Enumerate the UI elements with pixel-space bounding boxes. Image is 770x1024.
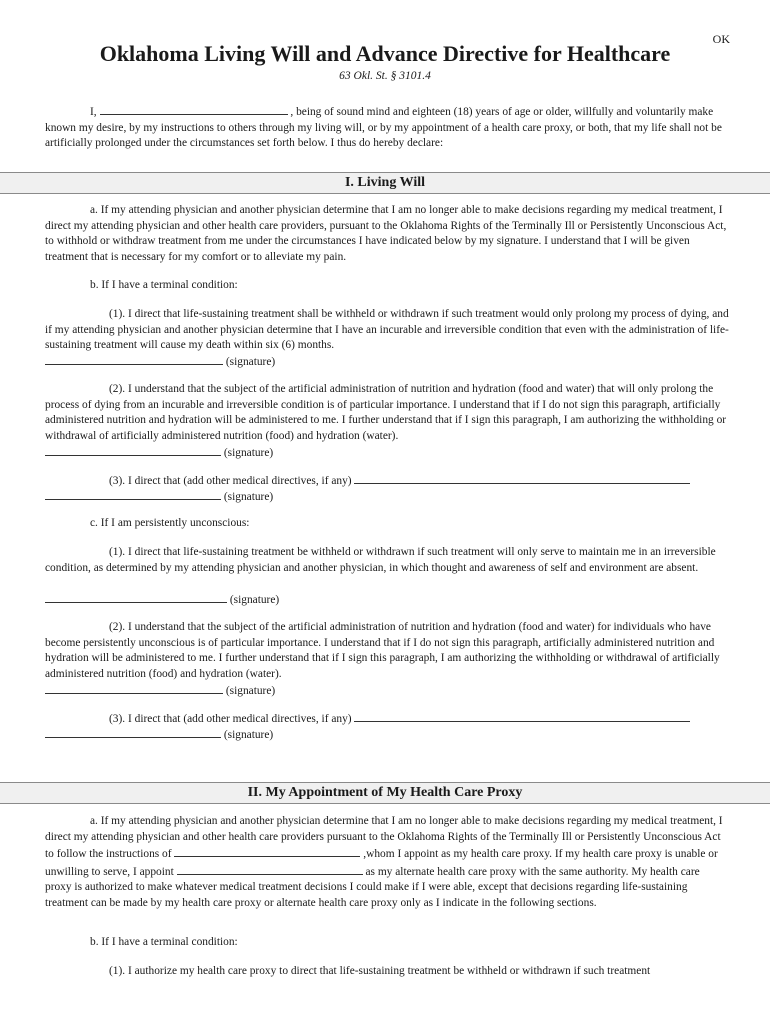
living-will-para-a: a. If my attending physician and another physician determine that I am no longer able to make decisions regarding my medical treatment, I direct my attending physician and other health care providers, pursuant to the Oklahoma Rights of the Terminally Ill or Persistently Unconscious Act, to withhold or withdraw treatment from me under the circumstances I have indicated below by my signature. I understand that I will be given treatment that is necessary for my comfort or to alleviate my pain.	[45, 204, 727, 263]
signature-field[interactable]	[45, 444, 221, 456]
unconscious-item-1: (1). I direct that life-sustaining treatment be withheld or withdrawn if such treatment will only serve to maintain me in an irreversible condition, as determined by my attending physician and another physician, in which thought and awareness of self and environment are absent.	[45, 546, 716, 574]
health-care-proxy-name-field[interactable]	[174, 845, 360, 857]
state-code-label: OK	[712, 32, 730, 46]
unconscious-item-3: (3). I direct that (add other medical directives, if any)	[45, 710, 729, 728]
proxy-terminal-condition-label: b. If I have a terminal condition:	[90, 936, 238, 948]
declarant-name-field[interactable]	[100, 103, 288, 115]
signature-field[interactable]	[45, 488, 221, 500]
signature-line-b3: (signature)	[45, 488, 729, 506]
proxy-para-a: a. If my attending physician and another physician determine that I am no longer able to make decisions regarding my medical treatment, I direct my attending physician and other health care providers pursuant to the Oklahoma Rights of the Terminally Ill or Persistently Unconscious Act to follow the instructions of ,whom I appoint as my health care proxy. If my health care proxy is unable or unwilling to serve, I appoint as my alternate health care proxy with the same authority. My health care proxy is authorized to make whatever medical treatment decisions I could make if I were able, except that decisions regarding life-sustaining treatment can be made by my health care proxy or alternate health care proxy only as I indicate in the following sections.	[45, 815, 723, 909]
alternate-proxy-name-field[interactable]	[177, 863, 363, 875]
terminal-item-3: (3). I direct that (add other medical directives, if any)	[45, 472, 729, 490]
proxy-terminal-item-1: (1). I authorize my health care proxy to direct that life-sustaining treatment be withheld or withdrawn if such treatment	[109, 965, 651, 977]
other-directives-field[interactable]	[354, 472, 690, 484]
intro-paragraph: I, , being of sound mind and eighteen (18) years of age or older, willfully and voluntarily make known my desire, by my instructions to others through my living will, or by my appointment of a health care proxy, or both, that my life shall not be artificially prolonged under the circumstances set forth below. I thus do hereby declare:	[45, 103, 729, 152]
other-directives-field[interactable]	[354, 710, 690, 722]
section-heading-living-will: I. Living Will	[0, 172, 770, 194]
signature-field[interactable]	[45, 726, 221, 738]
signature-line-c1: (signature)	[45, 591, 729, 609]
terminal-condition-label: b. If I have a terminal condition:	[90, 279, 238, 291]
signature-line-b2: (signature)	[45, 444, 729, 462]
signature-line-b1: (signature)	[45, 353, 729, 371]
terminal-item-1: (1). I direct that life-sustaining treatment shall be withheld or withdrawn if such treatment would only prolong my process of dying, and if my attending physician and another physician determine that I have an incurable and irreversible condition that even with the administration of life-sustaining treatment will cause my death within six (6) months.	[45, 308, 729, 351]
terminal-item-2: (2). I understand that the subject of the artificial administration of nutrition and hydration (food and water) that will only prolong the process of dying from an incurable and irreversible condition is of particular importance. I understand that if I do not sign this paragraph, artificially administered nutrition and hydration will be administered to me. I further understand that if I sign this paragraph, I am authorizing the withholding or withdrawal of artificially administered nutrition (food) and hydration (water).	[45, 383, 727, 442]
signature-field[interactable]	[45, 353, 223, 365]
page-title: Oklahoma Living Will and Advance Directive for Healthcare	[99, 41, 671, 66]
signature-line-c2: (signature)	[45, 682, 729, 700]
signature-field[interactable]	[45, 682, 223, 694]
signature-field[interactable]	[45, 591, 227, 603]
signature-line-c3: (signature)	[45, 726, 729, 744]
unconscious-label: c. If I am persistently unconscious:	[90, 517, 250, 529]
statute-citation: 63 Okl. St. § 3101.4	[339, 70, 431, 82]
unconscious-item-2: (2). I understand that the subject of the artificial administration of nutrition and hydration (food and water) for individuals who have become persistently unconscious is of particular importance. I understand that if I do not sign this paragraph, artificially administered nutrition and hydration will be administered to me. I further understand that if I sign this paragraph, I am authorizing the withholding or withdrawal of artificially administered nutrition (food) and hydration (water).	[45, 621, 720, 680]
section-heading-health-care-proxy: II. My Appointment of My Health Care Proxy	[0, 782, 770, 804]
